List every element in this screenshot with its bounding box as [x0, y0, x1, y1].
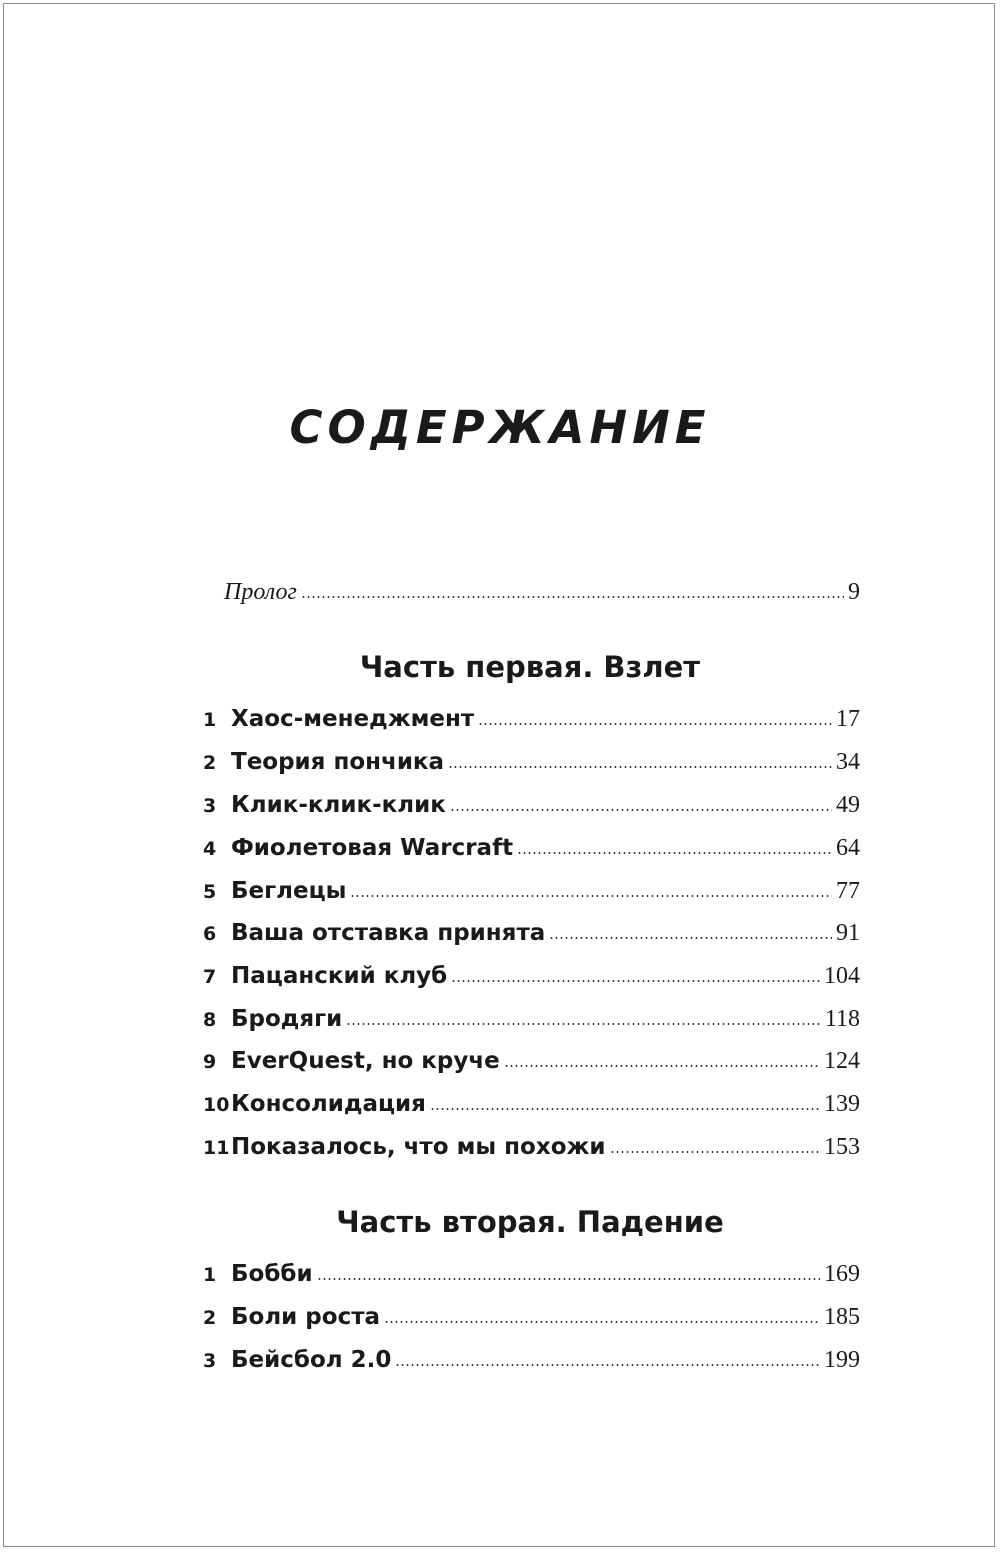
dot-leader	[478, 723, 832, 725]
toc-entry-page: 17	[836, 706, 860, 732]
toc-entry[interactable]	[200, 956, 860, 996]
dot-leader	[317, 1278, 820, 1280]
chapter-number: 1	[203, 1264, 217, 1286]
chapter-number: 9	[203, 1051, 217, 1073]
chapter-number: 10	[203, 1094, 230, 1116]
toc-entry-label: Бобби	[231, 1261, 313, 1287]
toc-entry-label: Бейсбол 2.0	[231, 1347, 392, 1373]
toc-entry[interactable]	[200, 828, 860, 868]
toc-entry-label: Бродяги	[231, 1006, 343, 1032]
toc-entry[interactable]	[200, 1041, 860, 1081]
dot-leader	[549, 937, 832, 939]
chapter-number: 7	[203, 966, 217, 988]
chapter-number: 6	[203, 923, 217, 945]
toc-entry-label: EverQuest, но круче	[231, 1048, 500, 1074]
dot-leader	[395, 1364, 820, 1366]
toc-entry-label: Фиолетовая Warcraft	[231, 835, 514, 861]
toc-entry-page: 185	[824, 1304, 860, 1330]
toc-entry[interactable]	[200, 1297, 860, 1337]
toc-entry-page: 77	[836, 878, 860, 904]
toc-entry-page: 104	[824, 963, 860, 989]
toc-entry-page: 124	[824, 1048, 860, 1074]
toc-entry-label: Клик-клик-клик	[231, 792, 446, 818]
dot-leader	[451, 980, 820, 982]
dot-leader	[610, 1151, 820, 1153]
toc-entry-label: Беглецы	[231, 878, 347, 904]
toc-entry-prologue[interactable]	[200, 572, 860, 612]
part-heading-2: Часть вторая. Падение	[336, 1205, 724, 1239]
toc-entry-page: 64	[836, 835, 860, 861]
toc-entry[interactable]	[200, 1127, 860, 1167]
dot-leader	[350, 895, 832, 897]
toc-entry-label: Пролог	[224, 579, 297, 605]
page-title: СОДЕРЖАНИЕ	[289, 401, 711, 454]
toc-entry-label: Боли роста	[231, 1304, 381, 1330]
dot-leader	[450, 809, 832, 811]
chapter-number: 3	[203, 1350, 217, 1372]
toc-entry[interactable]	[200, 1084, 860, 1124]
toc-entry[interactable]	[200, 999, 860, 1039]
toc-entry[interactable]	[200, 1340, 860, 1380]
dot-leader	[517, 852, 832, 854]
part-heading-1: Часть первая. Взлет	[359, 650, 701, 684]
toc-entry-page: 153	[824, 1134, 860, 1160]
dot-leader	[384, 1321, 820, 1323]
toc-entry-label: Показалось, что мы похожи	[231, 1134, 606, 1160]
toc-entry-page: 118	[824, 1006, 860, 1032]
toc-entry-page: 91	[836, 920, 860, 946]
dot-leader	[346, 1023, 821, 1025]
toc-entry-label: Ваша отставка принята	[231, 920, 546, 946]
toc-entry-page: 9	[848, 579, 860, 605]
toc-entry[interactable]	[200, 913, 860, 953]
chapter-number: 5	[203, 881, 217, 903]
toc-entry-label: Хаос-менеджмент	[231, 706, 475, 732]
toc-entry-page: 169	[824, 1261, 860, 1287]
chapter-number: 3	[203, 795, 217, 817]
chapter-number: 1	[203, 709, 217, 731]
toc-entry-label: Консолидация	[231, 1091, 426, 1117]
toc-entry[interactable]	[200, 1254, 860, 1294]
chapter-number: 8	[203, 1009, 217, 1031]
toc-entry-label: Теория пончика	[231, 749, 445, 775]
toc-entry[interactable]	[200, 699, 860, 739]
dot-leader	[301, 596, 844, 598]
dot-leader	[504, 1065, 820, 1067]
dot-leader	[430, 1108, 820, 1110]
chapter-number: 11	[203, 1137, 230, 1159]
toc-entry[interactable]	[200, 742, 860, 782]
toc-entry-page: 199	[824, 1347, 860, 1373]
toc-entry[interactable]	[200, 785, 860, 825]
toc-entry-page: 34	[836, 749, 860, 775]
toc-entry-label: Пацанский клуб	[231, 963, 448, 989]
chapter-number: 2	[203, 752, 217, 774]
chapter-number: 2	[203, 1307, 217, 1329]
dot-leader	[448, 766, 832, 768]
chapter-number: 4	[203, 838, 217, 860]
toc-entry[interactable]	[200, 871, 860, 911]
toc-entry-page: 49	[836, 792, 860, 818]
toc-entry-page: 139	[824, 1091, 860, 1117]
